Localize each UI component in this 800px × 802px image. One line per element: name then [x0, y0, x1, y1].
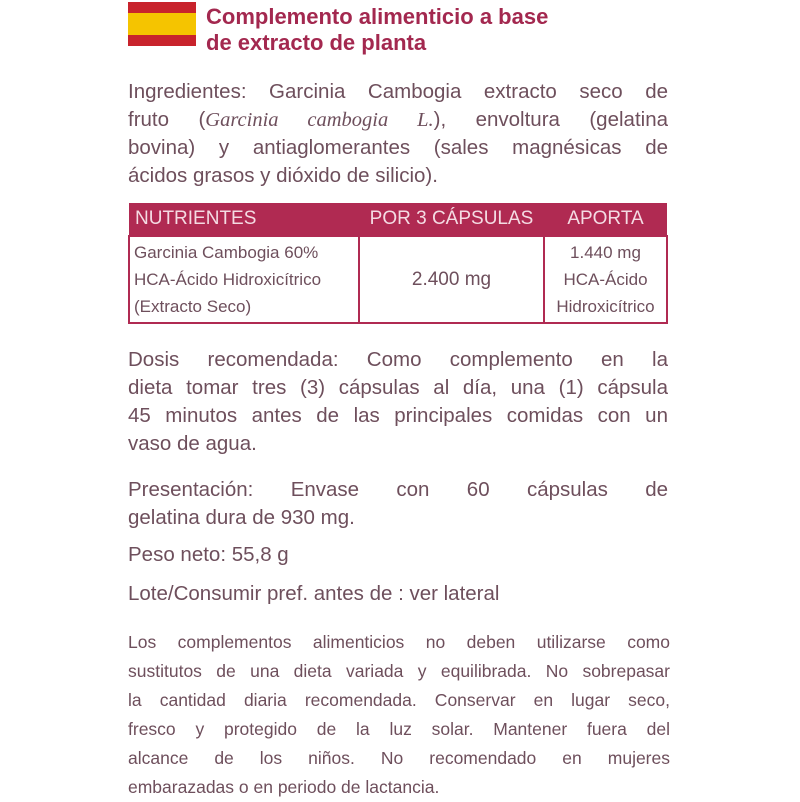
warning-line: Los complementos alimenticios no deben utilizarse como: [128, 632, 670, 652]
warning-line: sustitutos de una dieta variada y equilibrada. No sobrepasar: [128, 661, 670, 681]
title-line: de extracto de planta: [206, 30, 427, 55]
dosage-line: vaso de agua.: [128, 432, 257, 455]
table-row: [129, 236, 667, 323]
ingredients: [128, 78, 668, 190]
warning-line: embarazadas o en periodo de lactancia.: [128, 777, 440, 797]
dosage: [128, 346, 668, 458]
warning-line: alcance de los niños. No recomendado en mujeres: [128, 748, 670, 768]
ingredients-line: [128, 106, 668, 134]
presentation-line: gelatina dura de 930 mg.: [128, 506, 355, 529]
text: (Extracto Seco): [134, 297, 252, 316]
lot-info: Lote/Consumir pref. antes de : ver lateral: [128, 582, 500, 605]
text: Hidroxicítrico: [556, 297, 655, 316]
header-contribution: APORTA: [544, 203, 667, 236]
dosage-line: dieta tomar tres (3) cápsulas al día, una (1) cápsula: [128, 376, 668, 399]
header-nutrients: NUTRIENTES: [129, 203, 359, 236]
nutrition-table: [128, 203, 668, 324]
header-per-3-capsules: POR 3 CÁPSULAS: [359, 203, 544, 236]
nutrient-cell: [129, 236, 359, 323]
scientific-name: Garcinia cambogia L.: [205, 109, 434, 131]
text: HCA-Ácido Hidroxicítrico: [134, 270, 322, 289]
presentation-line: Presentación: Envase con 60 cápsulas de: [128, 478, 668, 501]
text: fruto (: [128, 108, 206, 131]
contribution-cell: [544, 236, 667, 323]
product-title: [206, 4, 548, 56]
dosage-line: Dosis recomendada: Como complemento en la: [128, 348, 668, 371]
text: Garcinia Cambogia 60%: [134, 243, 319, 262]
dosage-line: 45 minutos antes de las principales comidas con un: [128, 404, 668, 427]
title-line: Complemento alimenticio a base: [206, 4, 549, 29]
amount-cell: 2.400 mg: [359, 236, 544, 323]
text: ), envoltura (gelatina: [433, 108, 668, 131]
warning-line: la cantidad diaria recomendada. Conservar en lugar seco,: [128, 690, 670, 710]
ingredients-line: Ingredientes: Garcinia Cambogia extracto seco de: [128, 80, 668, 103]
text: 1.440 mg: [570, 243, 641, 262]
ingredients-line: ácidos grasos y dióxido de silicio).: [128, 164, 438, 187]
warning-line: fresco y protegido de la luz solar. Mantener fuera del: [128, 719, 670, 739]
table-header-row: [129, 203, 667, 236]
presentation: [128, 476, 668, 532]
text: HCA-Ácido: [563, 270, 648, 289]
ingredients-line: bovina) y antiaglomerantes (sales magnésicas de: [128, 136, 668, 159]
spain-flag-icon: [128, 2, 196, 46]
warning: [128, 628, 670, 802]
net-weight: Peso neto: 55,8 g: [128, 543, 289, 566]
